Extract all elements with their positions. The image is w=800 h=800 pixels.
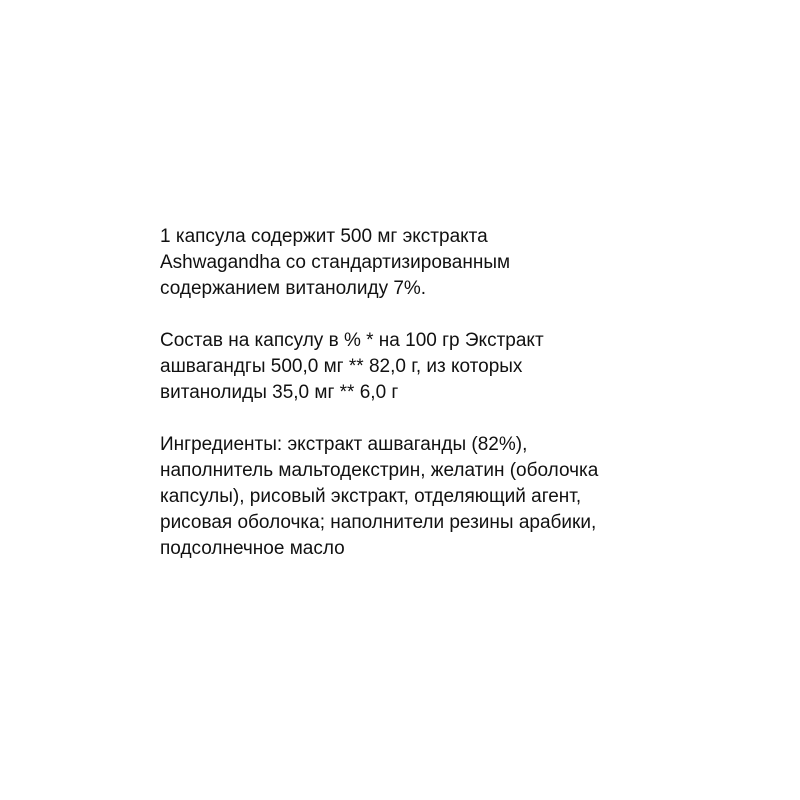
text-line: Состав на капсулу в % * на 100 гр Экстракт [160, 330, 544, 351]
text-line: Ashwagandha со стандартизированным [160, 252, 511, 273]
product-description [160, 224, 680, 562]
text-line: рисовая оболочка; наполнители резины арабики, [160, 512, 597, 533]
ingredients-paragraph [160, 432, 680, 562]
composition-paragraph [160, 328, 680, 406]
text-line: содержанием витанолиду 7%. [160, 278, 427, 299]
text-line: ашвагандгы 500,0 мг ** 82,0 г, из которых [160, 356, 523, 377]
text-line: капсулы), рисовый экстракт, отделяющий агент, [160, 486, 582, 507]
text-line: Ингредиенты: экстракт ашваганды (82%), [160, 434, 528, 455]
text-line: 1 капсула содержит 500 мг экстракта [160, 226, 488, 247]
text-line: наполнитель мальтодекстрин, желатин (оболочка [160, 460, 599, 481]
capsule-content-paragraph [160, 224, 680, 302]
text-line: витанолиды 35,0 мг ** 6,0 г [160, 382, 399, 403]
text-line: подсолнечное масло [160, 538, 345, 559]
